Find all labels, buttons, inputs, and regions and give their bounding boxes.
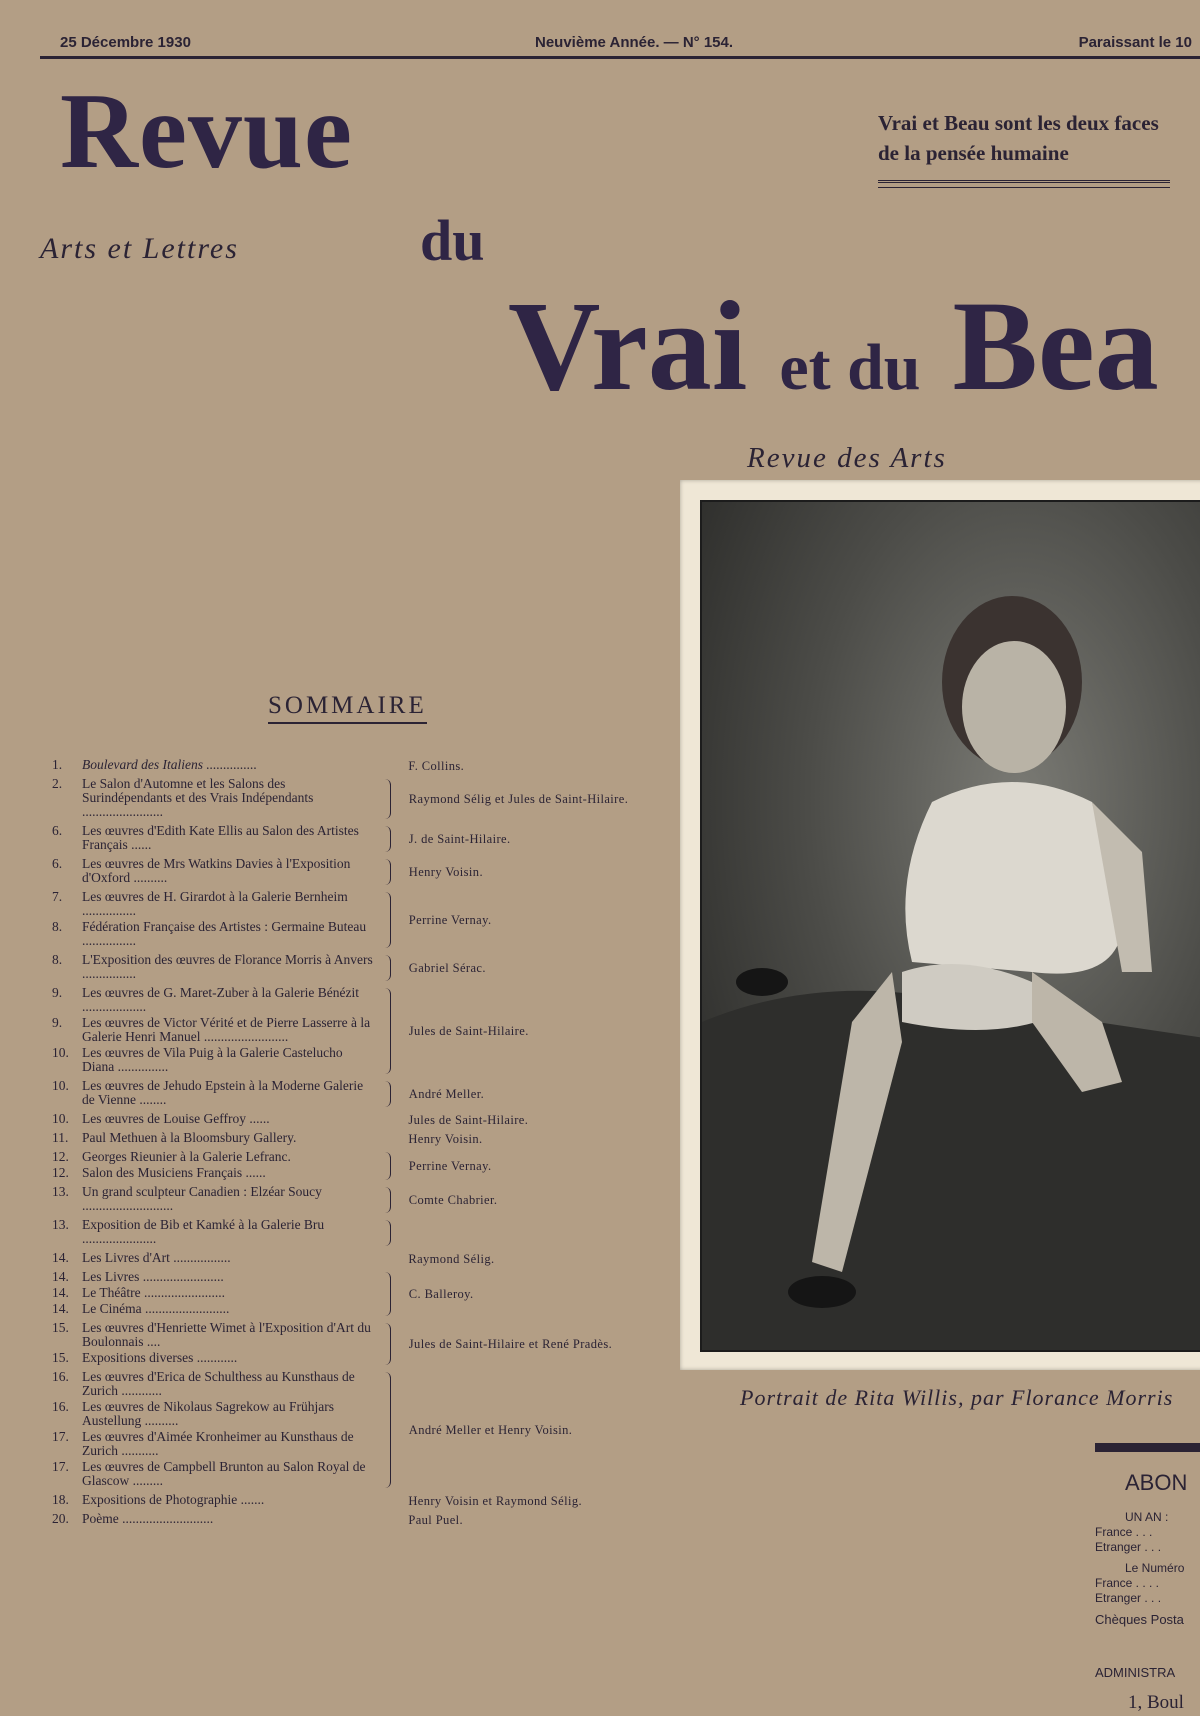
toc-item-number: 16. [52,1369,69,1384]
abon-un-an: UN AN : [1125,1510,1169,1524]
toc-item [52,1370,380,1398]
toc-item-title: Poème ........................... [82,1511,214,1526]
toc-item-number: 8. [52,919,63,934]
toc-group [52,758,672,774]
abonnements-box [1095,1510,1200,1627]
toc-item-title: Les œuvres de Vila Puig à la Galerie Castelucho Diana ............... [82,1045,343,1074]
toc-brace [380,859,391,885]
toc-item [52,857,380,885]
toc-group [52,1493,672,1509]
toc-items [52,1131,380,1147]
toc-brace [380,1114,390,1126]
toc-brace [380,760,390,772]
portrait-caption: Portrait de Rita Willis, par Florance Morris [740,1385,1174,1410]
toc-brace [380,1081,391,1107]
toc-author: Henry Voisin et Raymond Sélig. [408,1494,583,1508]
toc-item-number: 8. [52,952,63,967]
toc-items [52,890,380,950]
toc-author: Jules de Saint-Hilaire et René Pradès. [408,1337,613,1351]
toc-brace [380,826,391,852]
sommaire-list [52,758,672,1531]
toc-brace [380,1514,390,1526]
toc-author: Jules de Saint-Hilaire. [408,1113,529,1127]
toc-item [52,777,380,819]
toc-items [52,758,380,774]
toc-item-title: Les Livres ........................ [82,1269,224,1284]
toc-item [52,1493,380,1507]
toc-group [52,777,672,821]
toc-group [52,1185,672,1215]
toc-author: André Meller. [408,1087,485,1101]
toc-group [52,890,672,950]
toc-item [52,1079,380,1107]
administration-address: 1, Boul [1128,1692,1184,1713]
toc-item-title: Les œuvres de Campbell Brunton au Salon Royal de Glascow ......... [82,1459,366,1488]
toc-author: Raymond Sélig. [408,1252,495,1266]
toc-item [52,1016,380,1044]
toc-author: Perrine Vernay. [408,913,492,927]
masthead-revue: Revue [60,72,353,191]
toc-item-number: 17. [52,1429,69,1444]
toc-item-title: Boulevard des Italiens ............... [82,757,257,772]
toc-item [52,1166,380,1180]
toc-item [52,1150,380,1164]
toc-brace [380,1220,391,1246]
top-rule [40,30,1200,59]
toc-items [52,1112,380,1128]
toc-group [52,1112,672,1128]
toc-item [52,890,380,918]
sommaire-title: SOMMAIRE [268,692,427,724]
toc-item-title: Le Cinéma ......................... [82,1301,230,1316]
toc-author: Henry Voisin. [408,865,483,879]
abonnements-title: ABON [1125,1470,1188,1495]
masthead-et-du: et du [779,331,921,404]
toc-item-number: 14. [52,1285,69,1300]
toc-item [52,1321,380,1349]
abonnements-rule [1095,1443,1200,1452]
toc-items [52,857,380,887]
toc-item-number: 10. [52,1045,69,1060]
abon-france-2: France . . . . [1095,1576,1160,1590]
toc-item-title: Salon des Musiciens Français ...... [82,1165,266,1180]
toc-item [52,953,380,981]
toc-items [52,1251,380,1267]
administration-label: ADMINISTRA [1095,1665,1176,1680]
toc-item-number: 14. [52,1301,69,1316]
toc-group [52,1321,672,1367]
toc-item-number: 9. [52,1015,63,1030]
toc-item-title: Les œuvres d'Henriette Wimet à l'Exposition d'Art du Boulonnais .... [82,1320,371,1349]
toc-item [52,1251,380,1265]
toc-item [52,920,380,948]
toc-item [52,1430,380,1458]
motto-rule [878,180,1170,188]
toc-items [52,953,380,983]
toc-item-number: 17. [52,1459,69,1474]
portrait-illustration [702,502,1200,1350]
toc-item-number: 13. [52,1217,69,1232]
toc-item-number: 15. [52,1320,69,1335]
portrait-frame [680,480,1200,1370]
toc-item-number: 12. [52,1149,69,1164]
toc-item [52,1218,380,1246]
toc-item-title: Expositions de Photographie ....... [82,1492,265,1507]
toc-items [52,777,380,821]
toc-items [52,1218,380,1248]
masthead-beau: Bea [952,275,1159,417]
toc-item [52,1512,380,1526]
toc-item-title: Les œuvres d'Aimée Kronheimer au Kunsthaus de Zurich ........... [82,1429,354,1458]
toc-author: C. Balleroy. [408,1287,474,1301]
abon-cheques: Chèques Posta [1095,1612,1184,1627]
toc-item-number: 1. [52,757,63,772]
toc-brace [380,1272,391,1316]
toc-item [52,1351,380,1365]
toc-brace [380,1372,391,1488]
toc-item-title: Le Salon d'Automne et les Salons des Surindépendants et des Vrais Indépendants ........................ [82,776,314,819]
masthead-subtitle: Revue des Arts [747,442,947,474]
toc-item-number: 2. [52,776,63,791]
toc-item-title: Georges Rieunier à la Galerie Lefranc. [82,1149,291,1164]
toc-item-title: Les œuvres de H. Girardot à la Galerie Bernheim ................ [82,889,348,918]
toc-items [52,1150,380,1182]
toc-group [52,824,672,854]
issue-date: 25 Décembre 1930 [60,34,191,51]
toc-item-number: 20. [52,1511,69,1526]
toc-group [52,1131,672,1147]
toc-brace [380,1323,391,1365]
toc-author: Jules de Saint-Hilaire. [408,1024,529,1038]
toc-author: F. Collins. [408,759,465,773]
toc-author: J. de Saint-Hilaire. [408,832,511,846]
toc-item-title: Les œuvres de Jehudo Epstein à la Moderne Galerie de Vienne ........ [82,1078,364,1107]
toc-items [52,1270,380,1318]
toc-item-title: Expositions diverses ............ [82,1350,238,1365]
toc-item-number: 11. [52,1130,69,1145]
toc-item-number: 10. [52,1078,69,1093]
toc-item-title: Les Livres d'Art ................. [82,1250,231,1265]
toc-brace [380,1152,391,1180]
toc-group [52,1218,672,1248]
toc-items [52,1493,380,1509]
portrait-photo [700,500,1200,1352]
toc-brace [380,1495,390,1507]
toc-author: Gabriel Sérac. [408,961,486,975]
toc-item-number: 14. [52,1250,69,1265]
toc-item-title: Les œuvres de Mrs Watkins Davies à l'Exposition d'Oxford .......... [82,856,351,885]
toc-group [52,953,672,983]
toc-brace [380,955,391,981]
toc-item-number: 13. [52,1184,69,1199]
toc-item [52,824,380,852]
toc-item [52,1302,380,1316]
toc-brace [380,779,391,819]
toc-group [52,986,672,1076]
toc-items [52,1079,380,1109]
abon-etranger-1: Etranger . . . [1095,1540,1162,1554]
toc-item-title: Les œuvres de Louise Geffroy ...... [82,1111,270,1126]
toc-item-title: Paul Methuen à la Bloomsbury Gallery. [82,1130,297,1145]
masthead-vrai: Vrai [508,275,748,417]
toc-item-number: 9. [52,985,63,1000]
motto: Vrai et Beau sont les deux faces de la pensée humaine [878,111,1159,165]
toc-author: Paul Puel. [408,1513,464,1527]
toc-item-title: Les œuvres de G. Maret-Zuber à la Galerie Bénézit ................... [82,985,360,1014]
toc-item-number: 12. [52,1165,69,1180]
toc-items [52,986,380,1076]
masthead-arts-lettres: Arts et Lettres [40,232,239,265]
toc-item [52,1112,380,1126]
toc-items [52,1370,380,1490]
toc-items [52,1185,380,1215]
toc-author: Raymond Sélig et Jules de Saint-Hilaire. [408,792,629,806]
toc-item-number: 16. [52,1399,69,1414]
toc-author: André Meller et Henry Voisin. [408,1423,573,1437]
toc-item [52,1400,380,1428]
toc-group [52,1079,672,1109]
toc-item-title: Les œuvres de Nikolaus Sagrekow au Frühjars Austellung .......... [82,1399,334,1428]
toc-item-title: Fédération Française des Artistes : Germaine Buteau ................ [82,919,367,948]
toc-item [52,1286,380,1300]
toc-author: Perrine Vernay. [408,1159,492,1173]
toc-item-title: Exposition de Bib et Kamké à la Galerie Bru ...................... [82,1217,325,1246]
abon-france-1: France . . . [1095,1525,1153,1539]
toc-item-number: 14. [52,1269,69,1284]
publication-frequency: Paraissant le 10 [1078,34,1192,51]
toc-group [52,1251,672,1267]
toc-items [52,1321,380,1367]
toc-item-number: 18. [52,1492,69,1507]
toc-item-title: Le Théâtre ........................ [82,1285,225,1300]
abon-etranger-2: Etranger . . . [1095,1591,1162,1605]
toc-item [52,1460,380,1488]
toc-author: Henry Voisin. [408,1132,483,1146]
toc-item-title: Les œuvres d'Erica de Schulthess au Kunsthaus de Zurich ............ [82,1369,355,1398]
toc-item-title: Un grand sculpteur Canadien : Elzéar Soucy ........................... [82,1184,322,1213]
toc-items [52,1512,380,1528]
issue-number: Neuvième Année. — N° 154. [535,34,734,51]
toc-item-title: Les œuvres d'Edith Kate Ellis au Salon des Artistes Français ...... [82,823,359,852]
toc-author: Comte Chabrier. [408,1193,498,1207]
toc-item-number: 10. [52,1111,69,1126]
toc-item-number: 7. [52,889,63,904]
toc-brace [380,1187,391,1213]
toc-group [52,1370,672,1490]
toc-item-title: Les œuvres de Victor Vérité et de Pierre Lasserre à la Galerie Henri Manuel ......................... [82,1015,371,1044]
masthead-vrai-et-du-beau [508,275,1159,417]
toc-item [52,1185,380,1213]
abon-le-numero: Le Numéro [1125,1561,1185,1575]
toc-item [52,1046,380,1074]
toc-item [52,758,380,772]
toc-group [52,1150,672,1182]
toc-items [52,824,380,854]
toc-item [52,1131,380,1145]
masthead-du: du [420,208,485,273]
toc-item [52,1270,380,1284]
toc-item [52,986,380,1014]
toc-group [52,1512,672,1528]
toc-group [52,1270,672,1318]
toc-brace [380,1253,390,1265]
toc-item-number: 6. [52,823,63,838]
toc-brace [380,1133,390,1145]
toc-item-title: L'Exposition des œuvres de Florance Morris à Anvers ................ [82,952,373,981]
toc-item-number: 15. [52,1350,69,1365]
toc-item-number: 6. [52,856,63,871]
toc-brace [380,892,391,948]
toc-brace [380,988,391,1074]
toc-group [52,857,672,887]
